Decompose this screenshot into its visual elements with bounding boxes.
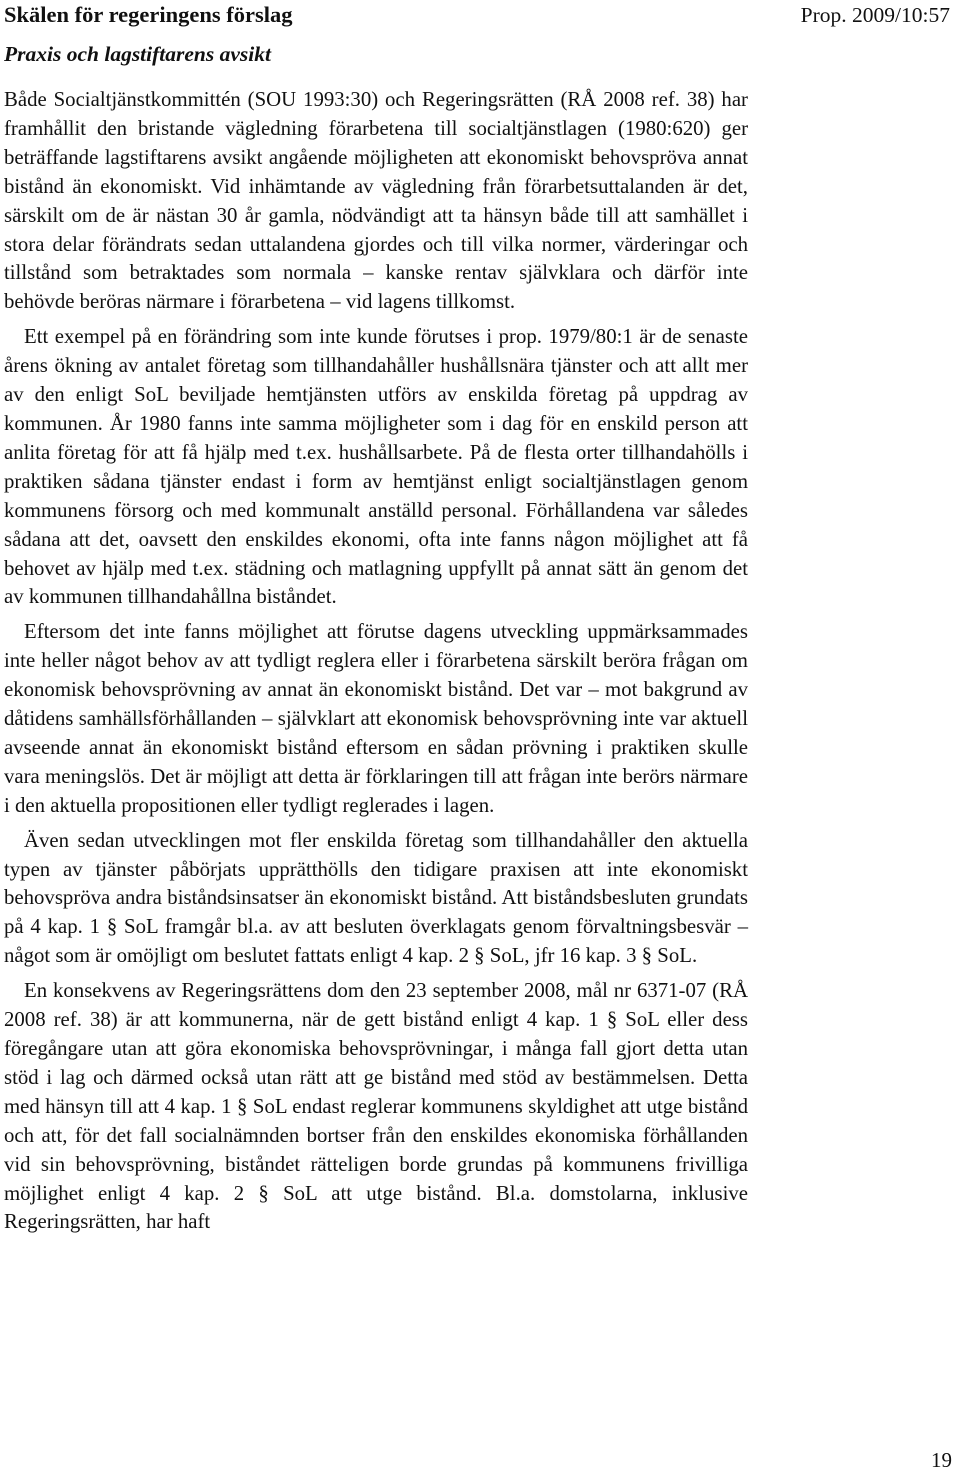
paragraph: En konsekvens av Regeringsrättens dom den 23 september 2008, mål nr 6371-07 (RÅ 2008 ref. 38) är att kommunerna, när de gett bistånd enligt 4 kap. 1 § SoL eller dess föregångare utan att göra ekonomiska behovsprövningar, i många fall gjort detta utan stöd i lag och därmed också utan rätt att ge bistånd med stöd av bestämmelsen. Detta med hänsyn till att 4 kap. 1 § SoL endast reglerar kommunens skyldighet att utge bistånd och att, för det fall socialnämnden bortser från den enskildes ekonomiska förhållanden vid sin behovsprövning, biståndet rätteligen borde grundas på kommunens frivilliga möjlighet enligt 4 kap. 2 § SoL att utge bistånd. Bl.a. domstolarna, inklusive Regeringsrätten, har haft — [4, 979, 748, 1234]
section-heading: Skälen för regeringens förslag — [4, 2, 293, 27]
section-subheading: Praxis och lagstiftarens avsikt — [4, 42, 271, 66]
page-number: 19 — [931, 1448, 952, 1472]
document-reference: Prop. 2009/10:57 — [800, 3, 950, 27]
paragraph: Ett exempel på en förändring som inte kunde förutses i prop. 1979/80:1 är de senaste årens ökning av antalet företag som tillhandahåller hushållsnära tjänster och att allt mer av den enligt SoL beviljade hemtjänsten utförs av enskilda företag på uppdrag av kommunen. År 1980 fanns inte samma möjligheter som i dag för en enskild person att anlita företag för att få hjälp med t.ex. hushållsarbete. På de flesta orter tillhandahölls i praktiken sådana tjänster endast i form av hemtjänst enligt socialtjänstlagen genom kommunens försorg och med kommunalt anställd personal. Förhållandena var således sådana att det, oavsett den enskildes ekonomi, ofta inte fanns någon möjlighet att få behovet av hjälp med t.ex. städning och matlagning uppfyllt på annat sätt än genom det av kommunen tillhandahållna biståndet. — [4, 325, 748, 609]
paragraph: Både Socialtjänstkommittén (SOU 1993:30) och Regeringsrätten (RÅ 2008 ref. 38) har framhållit den bristande vägledning förarbetena till socialtjänstlagen (1980:620) ger beträffande lagstiftarens avsikt angående möjligheten att ekonomiskt behovspröva annat bistånd än ekonomiskt. Vid inhämtande av vägledning från förarbetsuttalanden är det, särskilt om de är nästan 30 år gamla, nödvändigt att ta hänsyn både till att samhället i stora delar förändrats sedan uttalandena gjordes och till vilka normer, värderingar och tillstånd som betraktades som normala – kanske rentav självklara och därför inte behövde beröras närmare i förarbetena – vid lagens tillkomst. — [4, 88, 748, 314]
body-text — [4, 86, 748, 1243]
paragraph: Även sedan utvecklingen mot fler enskilda företag som tillhandahåller den aktuella typen av tjänster påbörjats upprätthölls den tidigare praxisen att inte ekonomiskt behovspröva andra biståndsinsatser än ekonomiskt bistånd. Att biståndsbesluten grundats på 4 kap. 1 § SoL framgår bl.a. av att besluten överklagats genom förvaltningsbesvär – något som är omöjligt om beslutet fattats enligt 4 kap. 2 § SoL, jfr 16 kap. 3 § SoL. — [4, 828, 748, 968]
paragraph: Eftersom det inte fanns möjlighet att förutse dagens utveckling uppmärksammades inte heller något behov av att tydligt reglera eller i förarbetena särskilt beröra frågan om ekonomisk behovsprövning av annat än ekonomiskt bistånd. Det var – mot bakgrund av dåtidens samhällsförhållanden – självklart att ekonomisk behovsprövning inte var aktuell avseende annat än ekonomiskt bistånd eftersom en sådan prövning i praktiken skulle vara meningslös. Det är möjligt att detta är förklaringen till att frågan inte berörs närmare i den aktuella propositionen eller tydligt reglerades i lagen. — [4, 620, 748, 817]
